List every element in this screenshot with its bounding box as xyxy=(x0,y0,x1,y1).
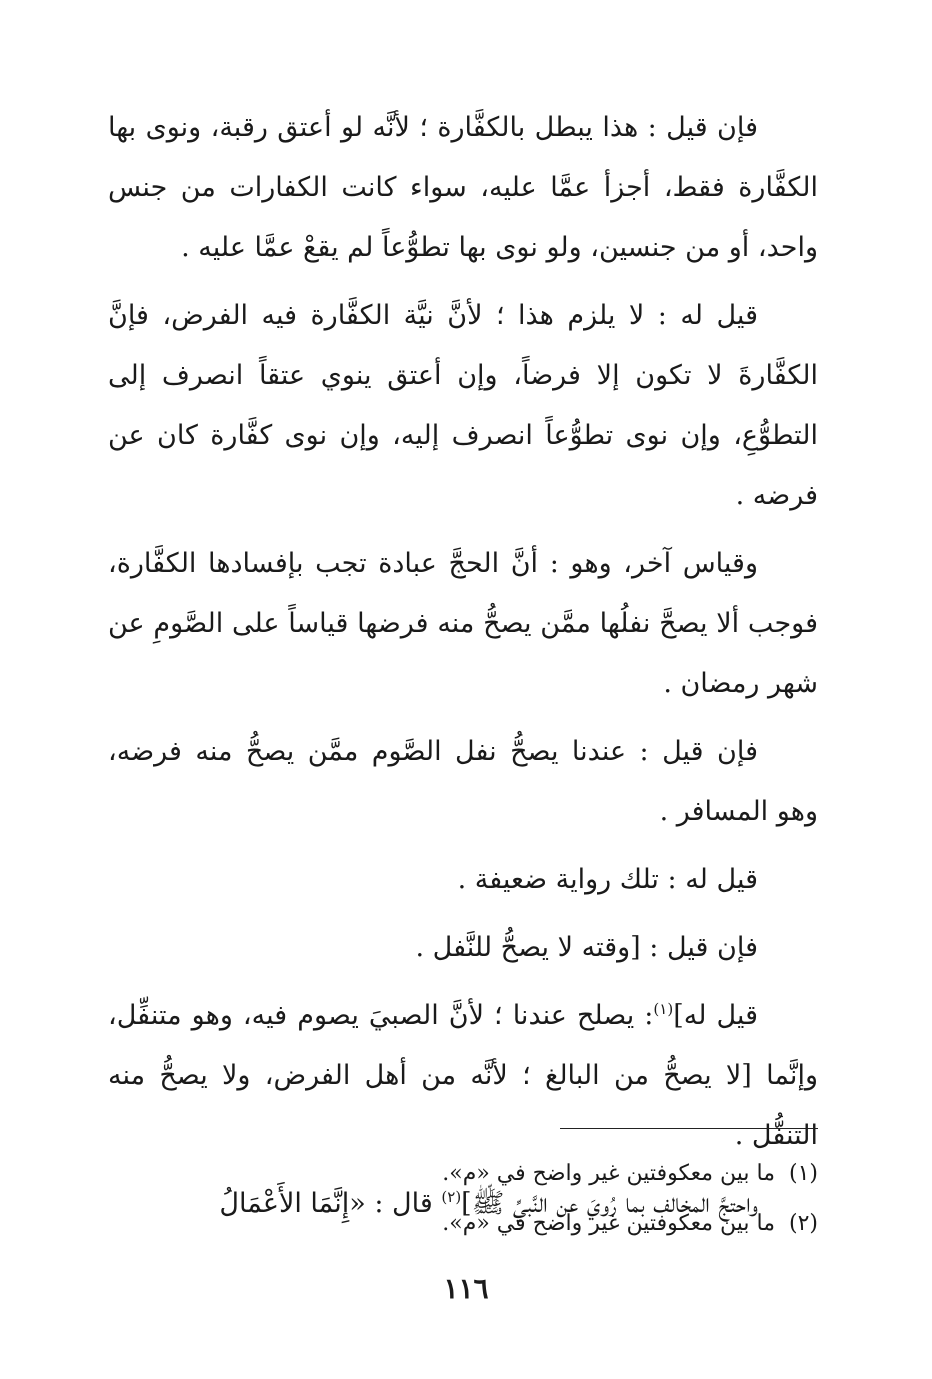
footnote-ref-1[interactable]: (١) xyxy=(653,1000,674,1018)
paragraph-8-start: واحتجَّ المخالف بما رُويَ عن النَّبيِّ ﷺ] xyxy=(461,1188,758,1219)
paragraph-7 xyxy=(108,986,818,1166)
paragraph-4: فإن قيل : عندنا يصحُّ نفل الصَّوم ممَّن يصحُّ منه فرضه، وهو المسافر . xyxy=(108,736,818,827)
footnotes xyxy=(108,1146,818,1252)
footnote-2-number: (٢) xyxy=(788,1211,818,1236)
footnote-1-text: ما بين معكوفتين غير واضح في «م». xyxy=(442,1161,775,1186)
footnote-2 xyxy=(108,1202,818,1246)
footnote-1-number: (١) xyxy=(788,1161,818,1186)
footnote-2-text: ما بين معكوفتين غير واضح في «م». xyxy=(442,1211,775,1236)
paragraph-5: قيل له : تلك رواية ضعيفة . xyxy=(457,864,758,895)
paragraph-1: فإن قيل : هذا يبطل بالكفَّارة ؛ لأنَّه لو أعتق رقبة، ونوى بها الكفَّارة فقط، أجزأ عمَّا عليه، سواء كانت الكفارات من جنس واحد، أو من جنسين، ولو نوى بها تطوُّعاً لم يقعْ عمَّا عليه . xyxy=(108,112,818,263)
paragraph-8-end: قال : «إِنَّمَا الأَعْمَالُ xyxy=(219,1188,442,1219)
paragraph-7-end: : يصلح عندنا ؛ لأنَّ الصبيَ يصوم فيه، وهو متنفِّل، وإنَّما [لا يصحُّ من البالغ ؛ لأنَّه من أهل الفرض، ولا يصحُّ منه التنفُّل . xyxy=(108,1000,818,1151)
paragraph-7-start: قيل له] xyxy=(673,1000,758,1031)
paragraph-3: وقياس آخر، وهو : أنَّ الحجَّ عبادة تجب بإفسادها الكفَّارة، فوجب ألا يصحَّ نفلُها ممَّن يصحُّ منه فرضها قياساً على الصَّومِ عن شهر رمضان . xyxy=(108,548,818,699)
footnote-1 xyxy=(108,1152,818,1196)
paragraph-6: فإن قيل : [وقته لا يصحُّ للنَّفل . xyxy=(415,932,758,963)
footnote-ref-2[interactable]: (٢) xyxy=(441,1188,462,1206)
page-number: ١١٦ xyxy=(443,1272,489,1305)
main-text xyxy=(108,98,818,1242)
footnote-divider xyxy=(560,1128,818,1129)
paragraph-2: قيل له : لا يلزم هذا ؛ لأنَّ نيَّة الكفَّارة فيه الفرض، فإنَّ الكفَّارةَ لا تكون إلا فرضاً، وإن أعتق ينوي عتقاً انصرف إلى التطوُّعِ، وإن نوى تطوُّعاً انصرف إليه، وإن نوى كفَّارة كان عن فرضه . xyxy=(108,300,818,511)
